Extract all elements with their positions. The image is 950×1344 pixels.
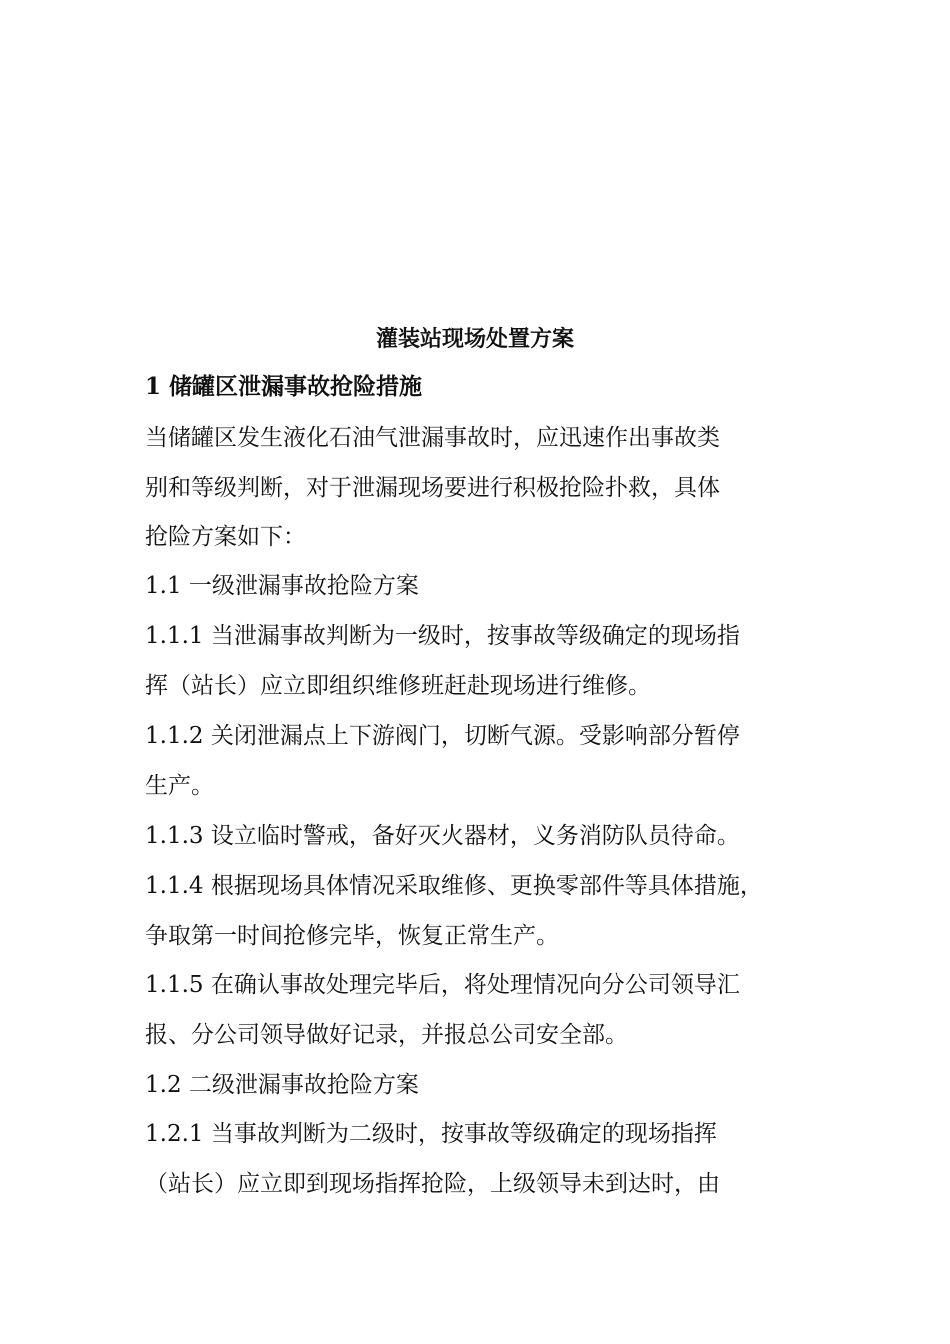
body-line: 1.2.1 当事故判断为二级时，按事故等级确定的现场指挥	[145, 1121, 717, 1147]
body-line: 1.1.2 关闭泄漏点上下游阀门，切断气源。受影响部分暂停	[145, 723, 740, 749]
document-title: 灌装站现场处置方案	[375, 326, 574, 352]
body-line: 抢险方案如下：	[145, 524, 306, 550]
body-line: 生产。	[145, 773, 214, 799]
body-line: 当储罐区发生液化石油气泄漏事故时，应迅速作出事故类	[145, 425, 720, 451]
body-line: （站长）应立即到现场指挥抢险，上级领导未到达时，由	[145, 1171, 720, 1197]
body-line: 1.1.1 当泄漏事故判断为一级时，按事故等级确定的现场指	[145, 623, 740, 649]
subsection-heading: 1.1 一级泄漏事故抢险方案	[145, 573, 419, 599]
body-line: 1.1.5 在确认事故处理完毕后，将处理情况向分公司领导汇	[145, 972, 740, 998]
body-line: 1.1.4 根据现场具体情况采取维修、更换零部件等具体措施，	[145, 873, 763, 899]
body-line: 别和等级判断，对于泄漏现场要进行积极抢险扑救，具体	[145, 475, 720, 501]
body-line: 报、分公司领导做好记录，并报总公司安全部。	[145, 1022, 628, 1048]
section-heading: 1 储罐区泄漏事故抢险措施	[145, 373, 423, 400]
body-line: 挥（站长）应立即组织维修班赶赴现场进行维修。	[145, 673, 651, 699]
body-line: 争取第一时间抢修完毕，恢复正常生产。	[145, 923, 559, 949]
subsection-heading: 1.2 二级泄漏事故抢险方案	[145, 1072, 419, 1098]
body-line: 1.1.3 设立临时警戒，备好灭火器材，义务消防队员待命。	[145, 823, 740, 849]
